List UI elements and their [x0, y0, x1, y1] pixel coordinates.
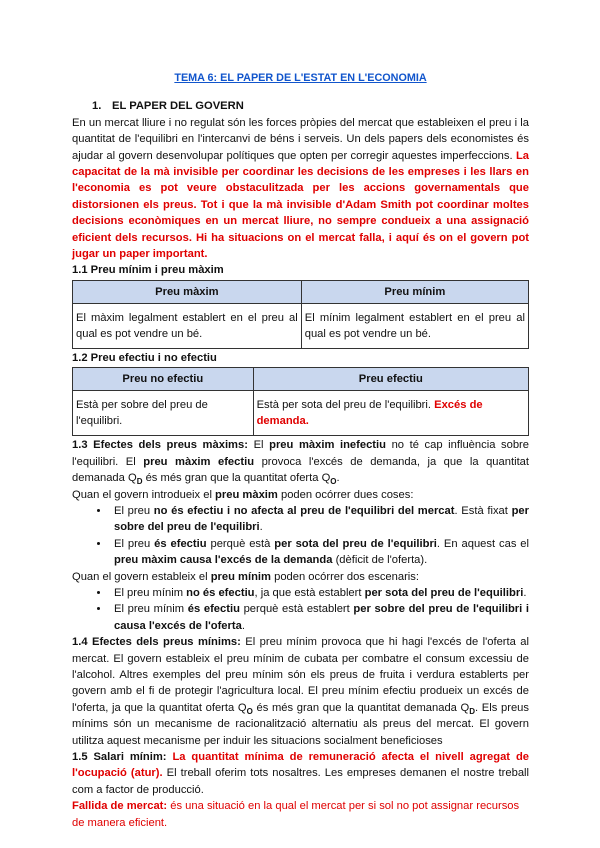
text-run-bold: per sobre del preu de l'equilibri i causa l'excés de l'oferta: [114, 603, 530, 632]
text-run: .: [241, 619, 245, 632]
preu-minim-intro: [72, 569, 529, 585]
section-1-3-paragraph: [72, 437, 529, 486]
text-run: , ja que està establert: [254, 586, 362, 599]
text-run-bold: no és efectiu i no afecta al preu de l'equilibri del mercat: [153, 504, 455, 517]
text-run: El preu: [114, 504, 151, 517]
price-max-min-table: [72, 280, 529, 349]
text-run: Quan el govern introdueix el: [72, 488, 212, 501]
text-run-bold: preu màxim inefectiu: [269, 439, 386, 452]
text-run: El preu: [114, 537, 151, 550]
list-item: [110, 503, 529, 536]
section-1-number: 1.: [92, 100, 102, 113]
table-cell-preu-maxim: El màxim legalment establert en el preu al qual es pot vendre un bé.: [73, 303, 302, 348]
intro-red-text: La capacitat de la mà invisible per coordinar les decisions de les empreses i les llars en l'economia es pot veure obstaculitzada per les accions governamentals que distorsionen els preus. Tot i que la mà invisible d'Adam Smith pot coordinar moltes decisions econòmiques en un mercat lliure, no sempre condueix a una assignació eficient dels recursos. Hi ha situacions on el mercat falla, i aquí és on el govern pot jugar un paper important.: [72, 149, 529, 261]
section-1-1-heading: 1.1 Preu mínim i preu màxim: [72, 264, 224, 277]
text-run-bold: per sobre del preu de l'equilibri: [114, 504, 529, 534]
text-run: perquè està: [210, 537, 271, 550]
text-run: . Està fixat: [454, 504, 508, 517]
price-effective-table: [72, 367, 529, 436]
subscript: O: [330, 477, 337, 487]
section-1-5-heading: 1.5 Salari mínim:: [72, 751, 167, 763]
subscript: D: [136, 477, 143, 487]
text-run-bold: és efectiu: [154, 537, 207, 550]
text-run: . En aquest cas el: [436, 537, 530, 550]
text-run: és més gran que la quantitat demanada Q: [256, 701, 470, 714]
table-header-preu-maxim: Preu màxim: [73, 280, 302, 303]
text-run: El treball oferim tots nosaltres. Les empreses demanen el nostre treball com a factor de producció.: [72, 767, 530, 796]
document-page: [72, 70, 529, 831]
section-1-2-heading: 1.2 Preu efectiu i no efectiu: [72, 351, 217, 364]
text-run: El preu mínim: [114, 603, 185, 616]
fallida-label: Fallida de mercat:: [72, 800, 168, 813]
text-run-bold: no és efectiu: [186, 586, 255, 599]
text-run: és més gran que la quantitat oferta Q: [145, 472, 331, 485]
text-run: poden ocórrer dos escenaris:: [274, 570, 419, 583]
text-run-bold: preu màxim: [215, 488, 278, 501]
preu-maxim-intro: [72, 487, 529, 503]
section-1-4-paragraph: [72, 634, 529, 749]
preu-maxim-list: [72, 503, 529, 569]
subscript: D: [469, 707, 476, 717]
text-run: (dèficit de l'oferta).: [335, 554, 428, 567]
section-1-5-paragraph: [72, 749, 529, 798]
text-run: perquè està establert: [243, 603, 350, 616]
intro-plain-text: En un mercat lliure i no regulat són les forces pròpies del mercat que estableixen el preu i la quantitat de l'equilibri en l'intercanvi de béns i serveis. Un dels papers dels economistes és ajudar al govern desenvolupar polítiques que opten per corregir aquestes imperfeccions.: [72, 116, 529, 162]
text-run: .: [523, 586, 527, 599]
table-cell-preu-efectiu: [253, 391, 528, 436]
fallida-de-mercat-paragraph: [72, 798, 529, 831]
text-run: El preu mínim provoca que hi hagi l'excés de l'oferta al mercat. El govern estableix el preu mínim de cubata per combatre el consum excessiu de l'alcohol. Altres exemples del preu mínim són els preus de fruita i verdura establerts per govern amb el fi de protegir l'agricultura local. El preu mínim efectiu produeix un excés de l'oferta, ja que la quantitat oferta Q: [72, 636, 529, 714]
list-item: [110, 585, 529, 601]
section-1-3-heading: 1.3 Efectes dels preus màxims:: [72, 439, 248, 452]
section-1-intro: [72, 115, 529, 263]
document-title: TEMA 6: EL PAPER DE L'ESTAT EN L'ECONOMIA: [174, 72, 427, 84]
fallida-text: és una situació en la qual el mercat per si sol no pot assignar recursos de manera eficient.: [72, 800, 520, 829]
text-run: El: [253, 439, 264, 452]
text-run: El preu mínim: [114, 586, 184, 599]
text-run: no té cap influència sobre l'equilibri. El: [72, 439, 529, 468]
table-header-preu-efectiu: Preu efectiu: [253, 368, 528, 391]
text-run-bold: per sota del preu de l'equilibri: [274, 537, 437, 550]
table-cell-preu-no-efectiu: Està per sobre del preu de l'equilibri.: [73, 391, 254, 436]
table-header-preu-no-efectiu: Preu no efectiu: [73, 368, 254, 391]
text-run-bold: preu màxim causa l'excés de la demanda: [114, 554, 333, 567]
text-run-bold: preu mínim: [210, 570, 271, 583]
table-header-preu-minim: Preu mínim: [301, 280, 528, 303]
section-1-title: EL PAPER DEL GOVERN: [112, 100, 244, 113]
text-run-bold: és efectiu: [187, 603, 240, 616]
preu-efectiu-red-text: Excés de demanda.: [256, 399, 483, 428]
section-1-4-heading: 1.4 Efectes dels preus mínims:: [72, 636, 241, 649]
text-run: .: [336, 472, 340, 485]
text-run: . Els preus mínims són un mecanisme de racionalització alternatiu als preus del mercat. El govern utilitza aquest mecanisme per induir les situacions socialment beneficioses: [72, 701, 529, 747]
text-run: poden ocórrer dues coses:: [280, 488, 414, 501]
text-run: .: [259, 521, 263, 534]
text-run-bold: per sota del preu de l'equilibri: [364, 586, 524, 599]
list-item: [110, 536, 529, 569]
list-item: [110, 601, 529, 634]
text-run: Quan el govern estableix el: [72, 570, 208, 583]
table-cell-preu-minim: El mínim legalment establert en el preu al qual es pot vendre un bé.: [301, 303, 528, 348]
section-1-heading: [92, 98, 529, 114]
salari-minim-red-text: La quantitat mínima de remuneració afecta el nivell agregat de l'ocupació (atur).: [72, 751, 529, 780]
preu-minim-list: [72, 585, 529, 634]
text-run: provoca l'excés de demanda, ja que la quantitat demanada Q: [72, 455, 530, 485]
subscript: O: [246, 707, 253, 717]
text-run-bold: preu màxim efectiu: [143, 455, 255, 468]
preu-efectiu-text: Està per sota del preu de l'equilibri.: [256, 399, 431, 412]
